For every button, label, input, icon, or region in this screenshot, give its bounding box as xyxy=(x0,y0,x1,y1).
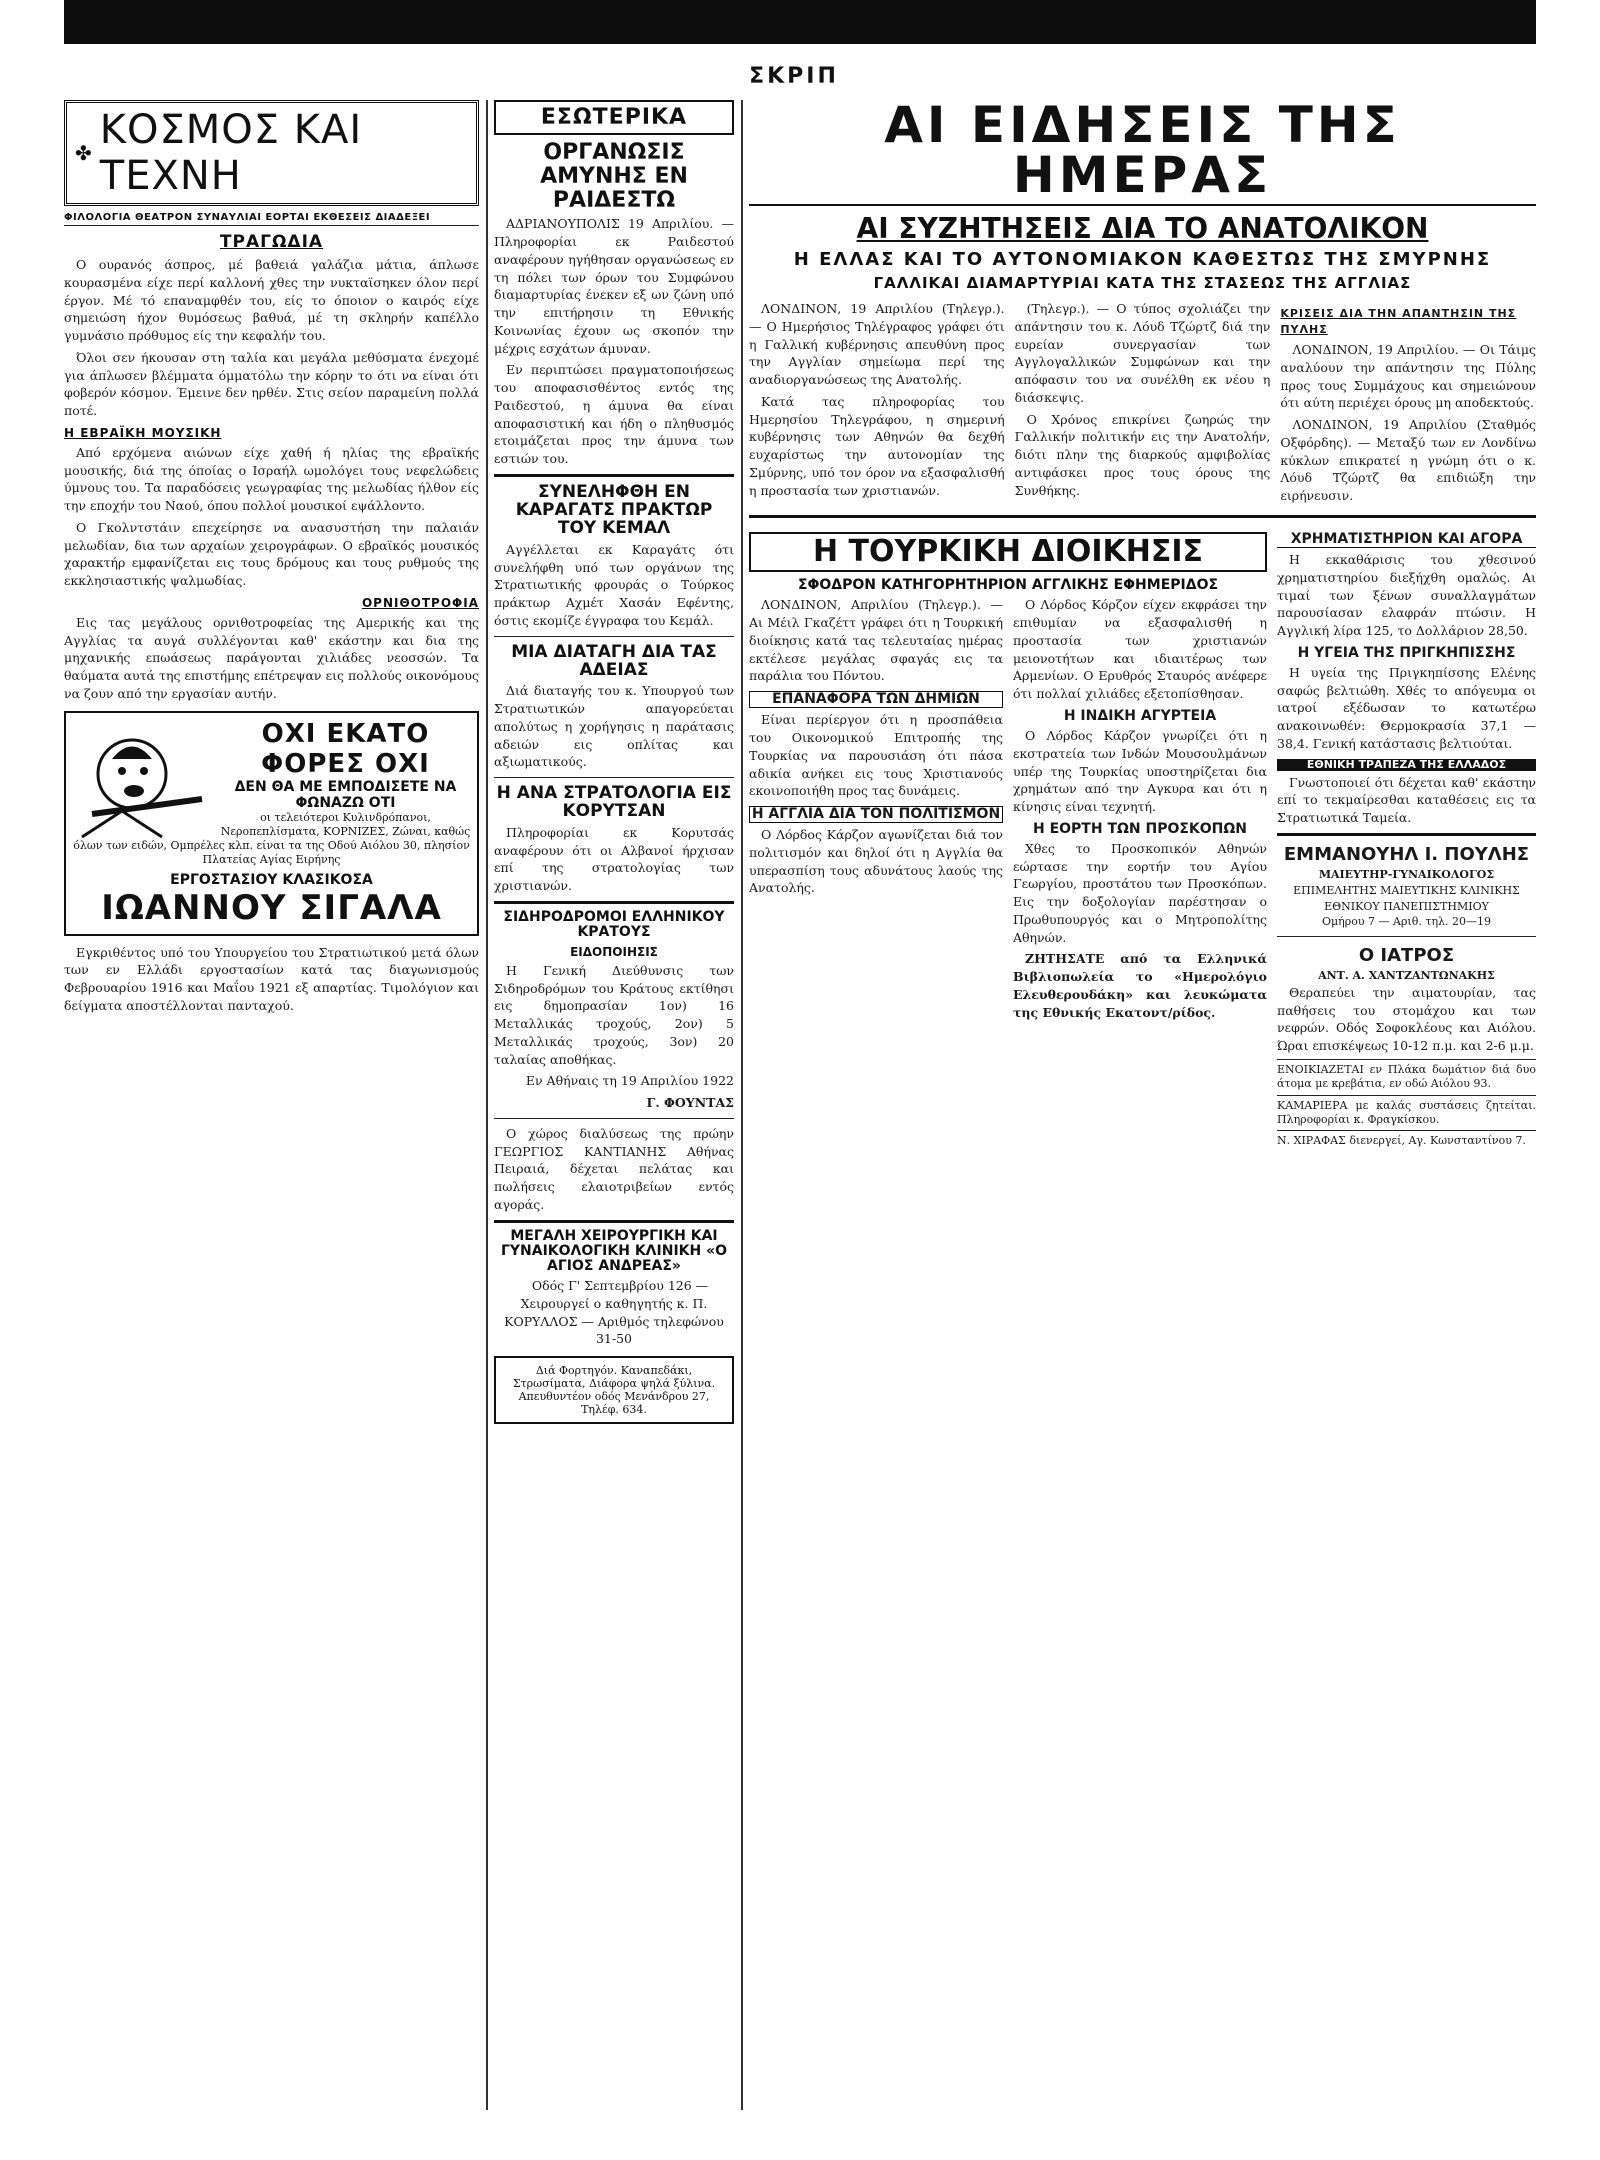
notice-signature: Γ. ΦΟΥΝΤΑΣ xyxy=(646,1095,734,1111)
news-paragraph: Ο Χρόνος επικρίνει ζωηρώς την Γαλλικήν πολιτικήν εις την Ανατολήν, διότι πλην της διαρκούς αμφιβολίας αντιφάσκει προς τους όρους της Συνθήκης. xyxy=(1014,411,1271,498)
article-paragraph: ΑΔΡΙΑΝΟΥΠΟΛΙΣ 19 Απριλίου. — Πληροφορίαι εκ Ραιδεστού αναφέρουν ηγήθησαν οργανώσεως εν τη πόλει των όρων του Συμφώνου διαμαρτυρίας ένεκεν εξ ων ζώνη υπό την επιτήρησιν τη Εθνικής Κοινωνίας έχουν ως σκοπόν την μέχρις εσχάτων άμυναν. xyxy=(494,216,734,356)
classified-ad: ΚΑΜΑΡΙΕΡΑ με καλάς συστάσεις ζητείται. Πληροφορίαι κ. Φραγκίσκου. xyxy=(1277,1095,1536,1128)
news-subcolumns-bottom xyxy=(749,526,1536,1148)
zitisate-ad: ΖΗΤΗΣΑΤΕ από τα Ελληνικά Βιβλιοπωλεία το «Ημερολόγιο Ελευθερουδάκη» και λευκώματα της Εθνικής Εκατοντ/ρίδος. xyxy=(1013,951,1267,1020)
doctor-title: ΜΑΙΕΥΤΗΡ-ΓΥΝΑΙΚΟΛΟΓΟΣ xyxy=(1318,868,1495,882)
column-divider xyxy=(741,100,743,2110)
turkish-subcolumns xyxy=(749,596,1267,1025)
news-paragraph: Γνωστοποιεί ότι δέχεται καθ' εκάστην επί το τεκμαίρεσθαι καταθέσεις εις τα Στρατιωτικά Ταμεία. xyxy=(1277,774,1536,826)
small-ad-text: Διά Φορτηγόν. Καναπεδάκι, Στρωσίματα, Διάφορα ψηλά ξύλινα. Απευθυντέον οδός Μενάνδρου 27, Τηλέφ. 634. xyxy=(512,1364,716,1417)
evraiki-paragraph-2: Ο Γκολντστάιν επεχείρησε να ανασυστήση την παλαιάν μελωδίαν, δια των αρχαίων χειρογράφων. Ο εβραϊκός μουσικός χαρακτήρ εμφανίζεται εις τους δρόμους και τους ρυθμούς της εκκλησιαστικής ψαλμωδίας. xyxy=(64,519,479,588)
classified-ad: Ν. ΧΙΡΑΦΑΣ διενεργεί, Αγ. Κωνσταντίνου 7. xyxy=(1277,1130,1536,1148)
masthead-name: ΣΚΡΙΠ xyxy=(749,64,839,89)
notice-body xyxy=(494,962,734,1112)
news-paragraph: Ο Λόρδος Κάρζον γνωρίζει ότι η εκστρατεία των Ινδών Μουσουλμάνων υπέρ της Τουρκίας υποστηρίζεται δια χρημάτων από την Αγκυρα και ότι η κίνησις είναι τεχνητή. xyxy=(1013,728,1267,815)
ad-line-3: ΕΡΓΟΣΤΑΣΙΟΥ ΚΛΑΣΙΚΟΣΑ xyxy=(170,871,373,888)
notice-body xyxy=(494,1125,734,1214)
ornament-icon: ✤ xyxy=(75,141,92,165)
indiki-heading: Η ΙΝΔΙΚΗ ΑΓΥΡΤΕΙΑ xyxy=(1063,707,1217,724)
news-paragraph: Κατά τας πληροφορίας του Ημερησίου Τηλεγράφου, η σημερινή κυβέρνησις των Αθηνών θα δεχθή ευχαρίστως την αυτονομίαν της Σμύρνης, υπό τον όρον να εξασφαλισθή η προστασία των χριστιανών. xyxy=(749,393,1005,498)
article-body xyxy=(494,682,734,771)
tragodia-paragraph-2: Όλοι σεν ήκουσαν στη ταλία και μεγάλα μεθύσματα ένεχομέ για άπλωσεν βλέμματα όμματόλω την κόρην το ότι να είναι ότι φοβερόν κόσμον. Έμεινε δεν ηρθέν. Στις σείον παραμείνη πολλά ποτέ. xyxy=(64,349,479,418)
ad-foot-paragraph: Εγκριθέντος υπό του Υπουργείου του Στρατιωτικού μετά όλων των εν Ελλάδι εργοστασίων κατά τας διαγωνισμούς Φεβρουαρίου 1916 και Μαΐου 1921 εξ απαρτίας. Τιμολόγιον και δείγματα αποστέλλονται πανταχού. xyxy=(64,944,479,1013)
man-shouting-illustration xyxy=(72,719,212,839)
column-kosmos-kai-texni xyxy=(64,100,479,2120)
main-subheadline-2: Η ΕΛΛΑΣ ΚΑΙ ΤΟ ΑΥΤΟΝΟΜΙΑΚΟΝ ΚΑΘΕΣΤΩΣ ΤΗΣ ΣΜΥΡΝΗΣ xyxy=(793,249,1492,270)
article-paragraph: Αγγέλλεται εκ Καραγάτς ότι συνελήφθη υπό των οργάνων της Στρατιωτικής φρουράς ο Τούρκος πράκτωρ Αχμέτ Χασάν Εφέντης, όστις εκομίζε έγγραφα του Κεμάλ. xyxy=(494,541,734,628)
news-subcolumn xyxy=(749,300,1005,509)
divider xyxy=(1277,936,1536,937)
tragodia-paragraph: Ο ουρανός άσπρος, μέ βαθειά γαλάζια μάτια, άπλωσε κουρασμένα είχε περί καλλονή χθες την νυκταϊσηκεν όλον περί έργον. Μέ τό επαναμφθέν του, είς το όποιον ο καιρός είχε σημειώση ήχον θυμόσεως βαθυά, μέ τη σκληρήν καπέλλο γυμνάσιο πρόθυμος είς την κεφαλήν του. xyxy=(64,257,479,343)
news-paragraph: Χθες το Προσκοπικόν Αθηνών εώρτασε την εορτήν του Αγίου Γεωργίου, προστάτου των Προσκόπων. Εις την δοξολογίαν παρέστησαν ο Πρωθυπουργός και ο Μητροπολίτης Αθηνών. xyxy=(1013,840,1267,945)
news-paragraph: ΛΟΝΔΙΝΟΝ, 19 Απριλίου. — Οι Τάιμς αναλύουν την απάντησιν της Πύλης προς τους Συμμάχους και σημειώνουν ότι αύτη περιέχει όρους μη αποδεκτούς. xyxy=(1280,342,1536,411)
divider xyxy=(1277,833,1536,836)
clinic-heading: ΜΕΓΑΛΗ ΧΕΙΡΟΥΡΓΙΚΗ ΚΑΙ ΓΥΝΑΙΚΟΛΟΓΙΚΗ ΚΛΙΝΙΚΗ «Ο ΑΓΙΟΣ ΑΝΔΡΕΑΣ» xyxy=(500,1227,728,1274)
column-esoterika xyxy=(494,100,734,2120)
divider xyxy=(494,1118,734,1119)
column-divider xyxy=(486,100,488,2110)
turkish-heading: Η ΤΟΥΡΚΙΚΗ ΔΙΟΙΚΗΣΙΣ xyxy=(749,532,1267,572)
ad-headline: ΟΧΙ ΕΚΑΤΟ ΦΟΡΕΣ ΟΧΙ xyxy=(261,718,430,779)
article-heading: ΣΥΝΕΛΗΦΘΗ ΕΝ ΚΑΡΑΓΑΤΣ ΠΡΑΚΤΩΡ ΤΟΥ ΚΕΜΑΛ xyxy=(515,481,713,539)
ad-line-1: ΔΕΝ ΘΑ ΜΕ ΕΜΠΟΔΙΣΕΤΕ ΝΑ ΦΩΝΑΖΩ ΟΤΙ xyxy=(234,778,457,811)
ornithotrofia-paragraph: Εις τας μεγάλους ορνιθοτροφείας της Αμερικής και της Αγγλίας τα αυγά συλλέγονται καθ' εκάστην και δια της μηχανικής επωάσεως παράγονται χιλιάδες νεοσσών. Τα θαύματα αυτά της επιστήμης επέτρεψαν εις πολλούς οικονόμους να ζουν από την εργασίαν αυτήν. xyxy=(64,614,479,701)
divider xyxy=(494,777,734,778)
news-paragraph: Η εκκαθάρισις του χθεσινού χρηματιστηρίου διεξήχθη ομαλώς. Αι τιμαί των ξένων συναλλαγμάτων παρουσίασαν ελαφράν πτώσιν. Η Αγγλική λίρα 125, το Δολλάριον 28,50. xyxy=(1277,552,1536,639)
newspaper-page xyxy=(64,60,1536,2130)
ornithotrofia-heading: ΟΡΝΙΘΟΤΡΟΦΙΑ xyxy=(361,595,479,610)
divider xyxy=(494,474,734,477)
news-subcolumn xyxy=(1013,596,1267,1025)
article-heading: ΟΡΓΑΝΩΣΙΣ ΑΜΥΝΗΣ ΕΝ ΡΑΙΔΕΣΤΩ xyxy=(540,140,688,213)
ygeia-heading: Η ΥΓΕΙΑ ΤΗΣ ΠΡΙΓΚΗΠΙΣΣΗΣ xyxy=(1297,644,1516,661)
news-paragraph: Ο Λόρδος Κάρζον αγωνίζεται διά τον πολιτισμόν και δηλοί ότι η Αγγλία θα υπερασπίση τους αδυνάτους λαούς της Ανατολής. xyxy=(749,827,1003,896)
news-paragraph: Θεραπεύει την αιματουρίαν, τας παθήσεις του στομάχου και των νεφρών. Οδός Σοφοκλέους και Αιόλου. Ώραι επισκέψεως 10-12 π.μ. και 2-6 μ.μ. xyxy=(1277,984,1536,1054)
news-subcolumns-top xyxy=(749,300,1536,509)
turkish-subheading: ΣΦΟΔΡΟΝ ΚΑΤΗΓΟΡΗΤΗΡΙΟΝ ΑΓΓΛΙΚΗΣ ΕΦΗΜΕΡΙΔΟΣ xyxy=(797,577,1219,594)
clinic-paragraph: Οδός Γ' Σεπτεμβρίου 126 — Χειρουργεί ο καθηγητής κ. Π. ΚΟΡΥΛΛΟΣ — Αριθμός τηλεφώνου 31-50 xyxy=(504,1278,724,1347)
main-subheadline-3: ΓΑΛΛΙΚΑΙ ΔΙΑΜΑΡΤΥΡΙΑΙ ΚΑΤΑ ΤΗΣ ΣΤΑΣΕΩΣ ΤΗΣ ΑΓΓΛΙΑΣ xyxy=(873,274,1412,292)
doctor-line: ΕΠΙΜΕΛΗΤΗΣ ΜΑΙΕΥΤΙΚΗΣ ΚΛΙΝΙΚΗΣ ΕΘΝΙΚΟΥ ΠΑΝΕΠΙΣΤΗΜΙΟΥ xyxy=(1293,883,1520,913)
ad-foot-text xyxy=(64,944,479,1015)
main-subheadline: ΑΙ ΣΥΖΗΤΗΣΕΙΣ ΔΙΑ ΤΟ ΑΝΑΤΟΛΙΚΟΝ xyxy=(856,212,1429,245)
iatros-name: ΑΝΤ. Α. ΧΑΝΤΖΑΝΤΩΝΑΚΗΣ xyxy=(1318,969,1495,983)
news-paragraph: Η υγεία της Πριγκηπίσσης Ελένης σαφώς βελτιώθη. Χθές το απόγευμα οι ιατροί εξέδωσαν το κατωτέρω ανακοινωθέν: Θερμοκρασία 37,1 — 38,4. Γενική κατάστασις βελτιούται. xyxy=(1277,664,1536,751)
evraiki-body xyxy=(64,444,479,590)
article-heading: ΜΙΑ ΔΙΑΤΑΓΗ ΔΙΑ ΤΑΣ ΑΔΕΙΑΣ xyxy=(511,641,717,680)
article-heading: Η ΑΝΑ ΣΤΡΑΤΟΛΟΓΙΑ ΕΙΣ ΚΟΡΥΤΣΑΝ xyxy=(496,783,732,822)
eorti-heading: Η ΕΟΡΤΗ ΤΩΝ ΠΡΟΣΚΟΠΩΝ xyxy=(1032,820,1248,837)
section-box xyxy=(64,100,479,206)
sigalas-advertisement xyxy=(64,711,479,936)
ad-name: ΙΩΑΝΝΟΥ ΣΙΓΑΛΑ xyxy=(101,887,442,928)
iatros-heading: Ο ΙΑΤΡΟΣ xyxy=(1358,944,1455,966)
news-subcolumn xyxy=(749,596,1003,1025)
news-subcolumn xyxy=(1280,300,1536,509)
news-paragraph: ΛΟΝΔΙΝΟΝ, 19 Απριλίου (Τηλεγρ.). — Ο Ημερήσιος Τηλέγραφος γράφει ότι η Γαλλική κυβέρνησις απευθύνη προς την Αγγλίαν σημείωμα περί της αναδιοργανώσεως της Ανατολής. xyxy=(749,301,1005,387)
column-news xyxy=(749,100,1536,2120)
article-paragraph: Πληροφορίαι εκ Κορυτσάς αναφέρουν ότι οι Αλβανοί ήρχισαν επί της στρατολογίας των χριστιανών. xyxy=(494,824,734,894)
news-paragraph: ΛΟΝΔΙΝΟΝ, 19 Απριλίου (Σταθμός Οξφόρδης). — Μεταξύ των εν Λονδίνω κύκλων επικρατεί η γνώμη ότι ο κ. Λόυδ Τζώρτζ θα επιδιώξη την ειρήνευσιν. xyxy=(1280,417,1536,504)
clinic-body xyxy=(494,1277,734,1348)
article-paragraph: Διά διαταγής του κ. Υπουργού των Στρατιωτικών απαγορεύεται απολύτως η χορήγησις η παράτασις αδειών εις οπλίτας και αξιωματικούς. xyxy=(494,683,734,770)
article-body xyxy=(494,541,734,630)
news-paragraph: Είναι περίεργον ότι η προσπάθεια του Οικονομικού Επιτροπής της Τουρκίας να παρουσιάση ότι πάσα αδικία ανήκει εις τους Χριστιανούς εκοινοποιήθη προς τας δυνάμεις. xyxy=(749,712,1003,799)
tragodia-heading: ΤΡΑΓΩΔΙΑ xyxy=(219,232,324,252)
doctor-name: ΕΜΜΑΝΟΥΗΛ Ι. ΠΟΥΛΗΣ xyxy=(1283,843,1530,865)
classified-ad: ΕΝΟΙΚΙΑΖΕΤΑΙ εν Πλάκα δωμάτιον διά δυο άτομα με κρεβάτια, εν οδώ Αιόλου 93. xyxy=(1277,1059,1536,1092)
ad-line-2: οι τελειότεροι Κυλινδρόπανοι, Νεροπεπλίσματα, ΚΟΡΝΙΖΕΣ, Ζώναι, καθώς όλων των ειδών, Ομπρέλες κλπ. είναι τα της Οδού Αιόλου 30, πλησίον Πλατείας Αγίας Ειρήνης xyxy=(73,810,471,867)
tragodia-body xyxy=(64,256,479,420)
evraiki-paragraph: Από ερχόμενα αιώνων είχε χαθή ή ηλίας της εβραϊκής μουσικής, διά της όποίας ο Ισραήλ ωμολόγει τους νεφελώδεις ύμνους του. Τα παραδόσεις γεωγραφίας της μελωδίας ήλθον είς την εποχήν του Ναού, όπου πολλοί μουσικοί εψάλλοντο. xyxy=(64,444,479,513)
xrim-heading: ΧΡΗΜΑΤΙΣΤΗΡΙΟΝ ΚΑΙ ΑΓΟΡΑ xyxy=(1277,532,1536,548)
main-headline: ΑΙ ΕΙΔΗΣΕΙΣ ΤΗΣ ΗΜΕΡΑΣ xyxy=(749,100,1536,206)
article-body xyxy=(494,824,734,895)
turkish-administration-block xyxy=(749,526,1267,1148)
notice-paragraph: Ο χώρος διαλύσεως της πρώην ΓΕΩΡΓΙΟΣ ΚΑΝΤΙΑΝΗΣ Αθήνας Πειραιά, δέχεται πελάτας και πωλήσεις ελαιοτριβείων εντός αγοράς. xyxy=(494,1125,734,1212)
news-paragraph: (Τηλεγρ.). — Ο τύπος σχολιάζει την απάντησιν του κ. Λόυδ Τζώρτζ διά την ευρείαν συνεργασίαν των Αγγλογαλλικών Συμφώνων και την απόφασιν του να συνέλθη εκ νέου η διάσκεψις. xyxy=(1014,301,1271,405)
section-title-esoterika: ΕΣΩΤΕΡΙΚΑ xyxy=(494,100,734,135)
divider xyxy=(749,515,1536,518)
divider xyxy=(494,1220,734,1223)
news-paragraph: ΛΟΝΔΙΝΟΝ, Απριλίου (Τηλεγρ.). — Αι Μέιλ Γκαζέττ γράφει ότι η Τουρκική διοίκησις κατά τας τελευταίας ημέρας εκτέλεσε μεγάλας σφαγάς εις τα παράλια του Πόντου. xyxy=(749,597,1003,684)
article-body xyxy=(494,215,734,468)
doctor-address: Ομήρου 7 — Αριθ. τηλ. 20—19 xyxy=(1322,915,1491,929)
evraiki-heading: Η ΕΒΡΑΪΚΗ ΜΟΥΣΙΚΗ xyxy=(64,425,222,440)
rubric-line: ΦΙΛΟΛΟΓΙΑ ΘΕΑΤΡΟΝ ΣΥΝΑΥΛΙΑΙ ΕΟΡΤΑΙ ΕΚΘΕΣΕΙΣ ΔΙΑΔΕΞΕΙ xyxy=(64,212,479,226)
right-subcolumn xyxy=(1277,526,1536,1148)
trapeza-heading: ΕΘΝΙΚΗ ΤΡΑΠΕΖΑ ΤΗΣ ΕΛΛΑΔΟΣ xyxy=(1277,759,1536,771)
top-black-bar xyxy=(64,0,1536,44)
notice-paragraph: Η Γενική Διεύθυνσις των Σιδηροδρόμων του Κράτους εκτίθησι εις δημοπρασίαν 1ον) 16 Μεταλλικάς τροχούς, 2ον) 5 Μεταλλικάς τροχούς, 3ον) 20 ταλαίας αποθήκας. xyxy=(494,962,734,1067)
news-paragraph: Ο Λόρδος Κόρζον είχεν εκφράσει την επιθυμίαν να εξασφαλισθή η προστασία των χριστιανών μειονοτήτων και ιδιαιτέρως των Αρμενίων. Ο Ερυθρός Σταυρός ανέφερε ότι πολλαί χιλιάδες εξετοπίσθησαν. xyxy=(1013,597,1267,702)
article-paragraph: Εν περιπτώσει πραγματοποιήσεως του αποφασισθέντος εντός της Ραιδεστού, η άμυνα θα είναι αποφασιστική και ήδη ο πληθυσμός ετοιμάζεται προς την άμυνα των εστιών του. xyxy=(494,362,734,466)
notice-subheading: ΕΙΔΟΠΟΙΗΣΙΣ xyxy=(570,944,658,959)
small-ad-box xyxy=(494,1356,734,1424)
news-subcolumn xyxy=(1015,300,1271,509)
ornithotrofia-body xyxy=(64,614,479,703)
epanafora-heading: ΕΠΑΝΑΦΟΡΑ ΤΩΝ ΔΗΜΙΩΝ xyxy=(749,691,1003,708)
divider xyxy=(494,901,734,904)
news-subheading: ΚΡΙΣΕΙΣ ΔΙΑ ΤΗΝ ΑΠΑΝΤΗΣΙΝ ΤΗΣ ΠΥΛΗΣ xyxy=(1280,307,1517,336)
aggl-heading: Η ΑΓΓΛΙΑ ΔΙΑ ΤΟΝ ΠΟΛΙΤΙΣΜΟΝ xyxy=(749,806,1003,823)
section-title: ΚΟΣΜΟΣ ΚΑΙ ΤΕΧΝΗ xyxy=(99,107,363,199)
notice-date: Εν Αθήναις τη 19 Απριλίου 1922 xyxy=(525,1073,734,1089)
notice-heading: ΣΙΔΗΡΟΔΡΟΜΟΙ ΕΛΛΗΝΙΚΟΥ ΚΡΑΤΟΥΣ xyxy=(503,908,725,940)
divider xyxy=(494,636,734,637)
